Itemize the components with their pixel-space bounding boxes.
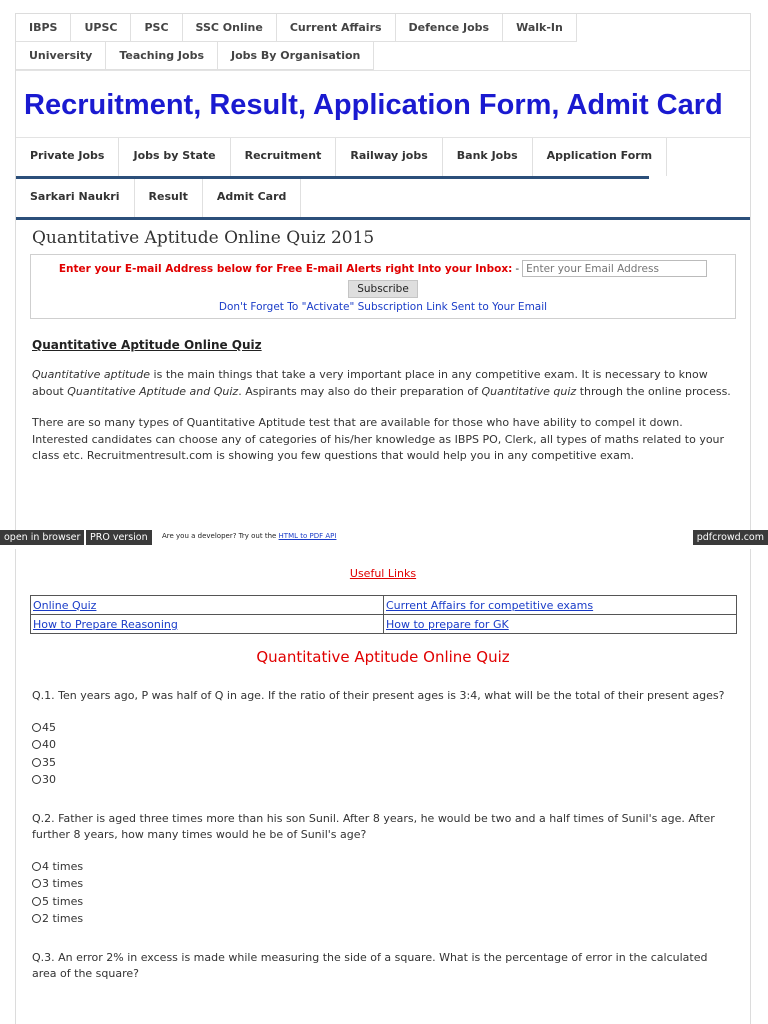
option-label: 5 times <box>42 894 84 908</box>
subscribe-note: Don't Forget To "Activate" Subscription Link Sent to Your Email <box>218 301 548 313</box>
option-label: 2 times <box>42 912 84 925</box>
useful-links-title[interactable]: Useful Links <box>349 567 417 580</box>
pdfcrowd-bar <box>0 530 768 545</box>
email-input[interactable] <box>522 260 707 277</box>
top-nav-psc[interactable]: PSC <box>131 14 182 42</box>
main-nav-railway-jobs[interactable]: Railway jobs <box>336 138 442 176</box>
intro-paragraph-2: There are so many types of Quantitative Aptitude test that are available for those who have ability to compel it down. Interested candidates can choose any of categories of his/her knowledge as IBPS PO, Clerk, all types of maths related to your class etc. Recruitmentresult.com is showing you few questions that would help you in any competitive exam. <box>32 416 725 462</box>
developer-promo <box>162 532 336 540</box>
top-nav-jobs-by-organisation[interactable]: Jobs By Organisation <box>218 42 374 70</box>
link-online-quiz[interactable]: Online Quiz <box>31 596 384 615</box>
para-text-3: through the online process. <box>576 384 731 398</box>
subscribe-button[interactable]: Subscribe <box>348 280 418 298</box>
useful-links-table <box>30 595 737 634</box>
radio-button[interactable] <box>32 897 41 906</box>
main-nav-row-1 <box>16 138 750 176</box>
para-italic-1: Quantitative aptitude <box>32 368 151 381</box>
para-italic-2: Quantitative Aptitude and Quiz <box>67 384 239 398</box>
top-nav-ssc-online[interactable]: SSC Online <box>183 14 277 42</box>
top-nav-ibps[interactable]: IBPS <box>16 14 71 42</box>
intro-paragraph-1 <box>16 352 750 400</box>
para-text-1: is the main things that take a very important place in any competitive exam. It is necessary to know about <box>32 368 708 398</box>
main-nav-bank-jobs[interactable]: Bank Jobs <box>443 138 533 176</box>
subscribe-label: Enter your E-mail Address below for Free E-mail Alerts right Into your Inbox: <box>58 262 513 275</box>
open-in-browser-button[interactable]: open in browser <box>0 530 84 545</box>
question-1-options <box>16 705 750 789</box>
link-prepare-reasoning[interactable]: How to Prepare Reasoning <box>31 615 384 634</box>
link-current-affairs[interactable]: Current Affairs for competitive exams <box>384 596 737 615</box>
option-row[interactable] <box>32 754 734 772</box>
radio-button[interactable] <box>32 740 41 749</box>
option-label: 30 <box>42 773 56 786</box>
option-row[interactable] <box>32 910 734 928</box>
option-label: 4 times <box>42 859 84 873</box>
option-label: 45 <box>42 720 56 734</box>
developer-promo-text: Are you a developer? Try out the <box>162 532 277 540</box>
radio-button[interactable] <box>32 775 41 784</box>
option-row[interactable] <box>32 719 734 737</box>
option-row[interactable] <box>32 875 734 893</box>
question-1: Q.1. Ten years ago, P was half of Q in age. If the ratio of their present ages is 3:4, what will be the total of their present ages? <box>32 689 725 702</box>
main-nav-private-jobs[interactable]: Private Jobs <box>16 138 119 176</box>
option-label: 3 times <box>42 877 84 890</box>
table-row <box>31 596 737 615</box>
subscribe-box <box>30 254 736 319</box>
main-nav-admit-card[interactable]: Admit Card <box>203 179 302 217</box>
radio-button[interactable] <box>32 879 41 888</box>
option-row[interactable] <box>32 893 734 911</box>
option-row[interactable] <box>32 858 734 876</box>
site-title[interactable]: Recruitment, Result, Application Form, Admit Card <box>16 71 750 138</box>
option-label: 40 <box>42 738 56 751</box>
top-nav <box>16 14 636 70</box>
pdf-page-1 <box>15 13 751 530</box>
radio-button[interactable] <box>32 914 41 923</box>
section-heading: Quantitative Aptitude Online Quiz <box>32 338 262 352</box>
main-nav-application-form[interactable]: Application Form <box>533 138 668 176</box>
option-row[interactable] <box>32 736 734 754</box>
quiz-title: Quantitative Aptitude Online Quiz <box>256 648 510 666</box>
table-row <box>31 615 737 634</box>
radio-button[interactable] <box>32 758 41 767</box>
main-nav-sarkari-naukri[interactable]: Sarkari Naukri <box>16 179 135 217</box>
pdfcrowd-brand[interactable]: pdfcrowd.com <box>693 530 768 545</box>
main-nav-result[interactable]: Result <box>135 179 203 217</box>
subscribe-separator: - <box>515 262 520 275</box>
link-prepare-gk[interactable]: How to prepare for GK <box>384 615 737 634</box>
main-nav-recruitment[interactable]: Recruitment <box>231 138 337 176</box>
top-nav-university[interactable]: University <box>16 42 106 70</box>
pdf-page-2 <box>15 549 751 1024</box>
top-nav-current-affairs[interactable]: Current Affairs <box>277 14 396 42</box>
main-nav-jobs-by-state[interactable]: Jobs by State <box>119 138 230 176</box>
top-nav-walk-in[interactable]: Walk-In <box>503 14 577 42</box>
option-label: 35 <box>42 755 56 769</box>
radio-button[interactable] <box>32 723 41 732</box>
top-nav-teaching-jobs[interactable]: Teaching Jobs <box>106 42 218 70</box>
para-italic-3: Quantitative quiz <box>481 384 577 398</box>
radio-button[interactable] <box>32 862 41 871</box>
question-3: Q.3. An error 2% in excess is made while measuring the side of a square. What is the percentage of error in the calculated area of the square? <box>32 950 708 980</box>
question-2: Q.2. Father is aged three times more than his son Sunil. After 8 years, he would be two and a half times of Sunil's age. After further 8 years, how many times would he be of Sunil's age? <box>32 811 715 841</box>
top-nav-upsc[interactable]: UPSC <box>71 14 131 42</box>
main-nav-row-2 <box>16 179 750 217</box>
pro-version-button[interactable]: PRO version <box>86 530 152 545</box>
post-title: Quantitative Aptitude Online Quiz 2015 <box>32 228 375 248</box>
option-row[interactable] <box>32 771 734 789</box>
html-to-pdf-api-link[interactable]: HTML to PDF API <box>278 532 337 540</box>
question-2-options <box>16 844 750 928</box>
top-nav-defence-jobs[interactable]: Defence Jobs <box>396 14 504 42</box>
para-text-2: . Aspirants may also do their preparation of <box>238 384 482 398</box>
top-nav-bar <box>16 14 750 71</box>
